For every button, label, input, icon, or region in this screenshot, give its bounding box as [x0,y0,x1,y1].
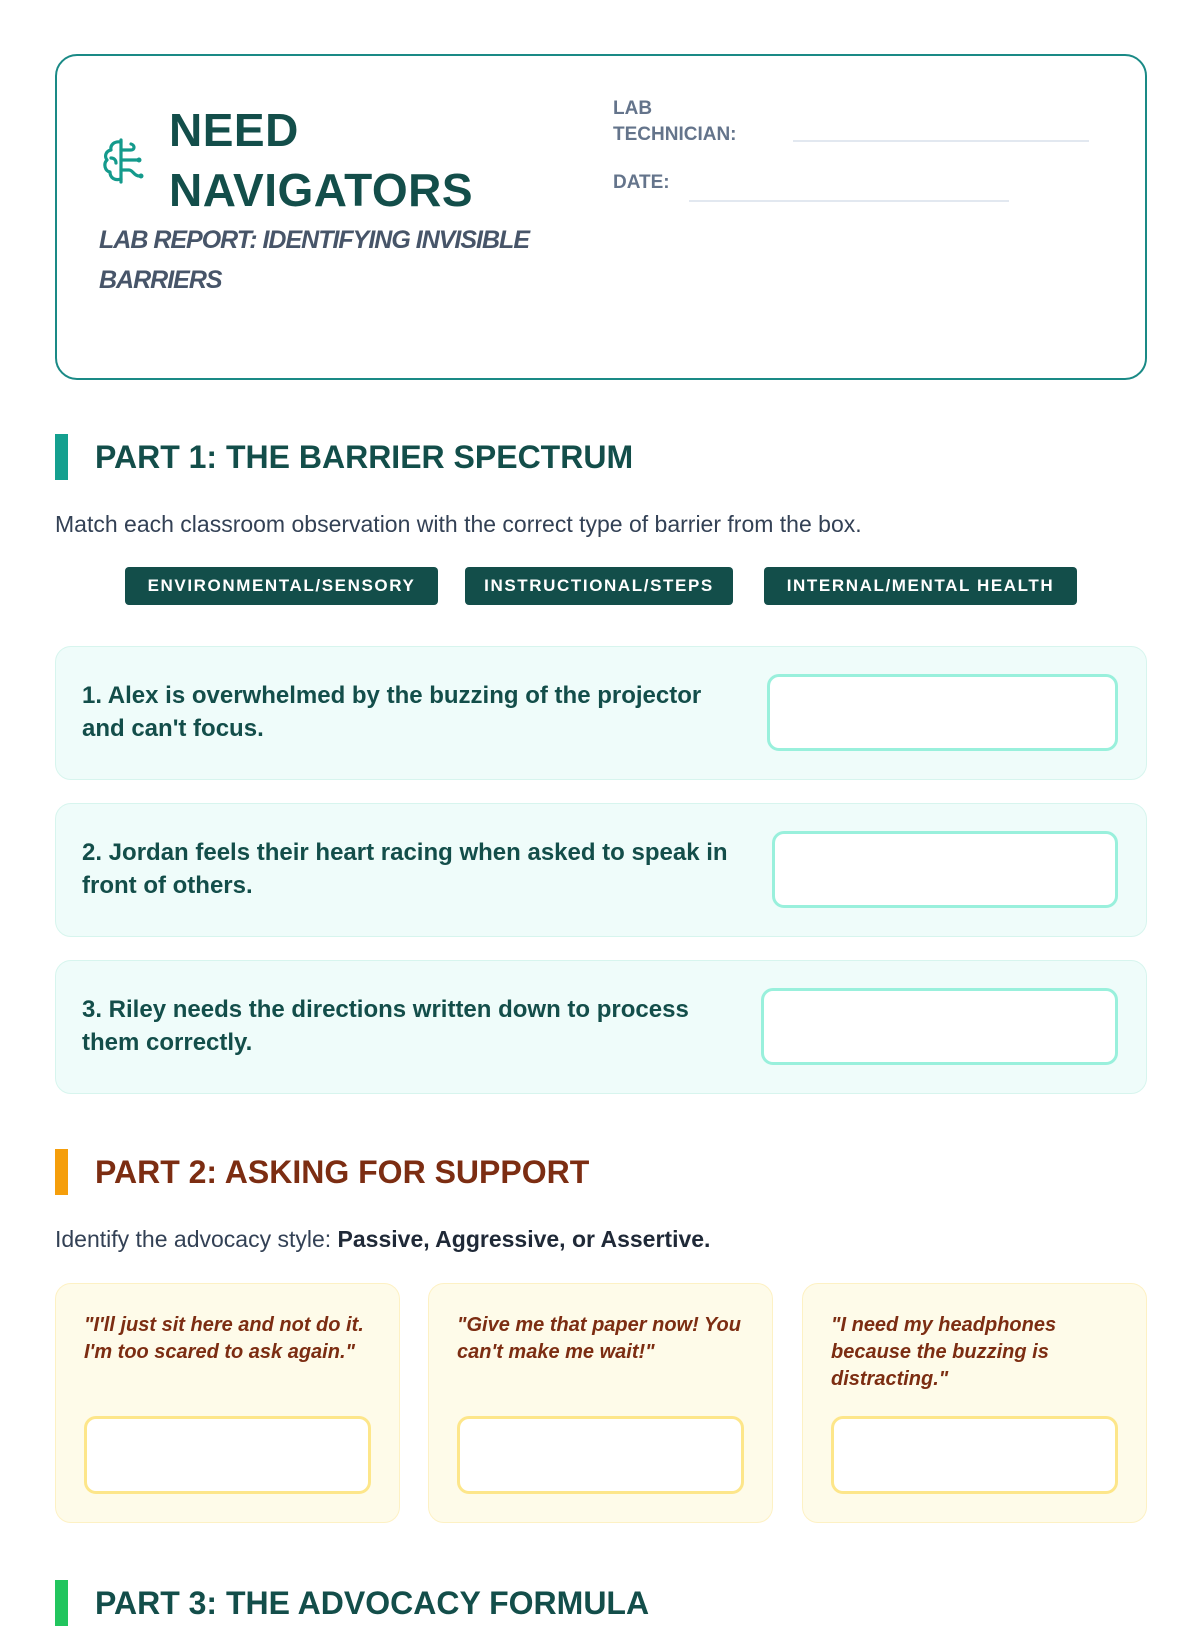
part2-instructions [55,1224,710,1254]
observation-answer-box[interactable] [772,831,1118,908]
part2-title: PART 2: ASKING FOR SUPPORT [95,1154,590,1190]
advocacy-card [802,1283,1147,1523]
part1-header [55,434,1147,480]
advocacy-card [428,1283,773,1523]
part2-instructions-prefix: Identify the advocacy style: [55,1226,338,1252]
observation-answer-box[interactable] [767,674,1118,751]
barrier-chip-environmental: ENVIRONMENTAL/SENSORY [125,567,438,605]
date-label: DATE: [613,172,670,193]
advocacy-answer-box[interactable] [84,1416,371,1494]
brand-title: NEED NAVIGATORS [169,104,474,216]
part2-accent-bar [55,1149,68,1195]
lab-technician-label: LAB TECHNICIAN: [613,98,737,145]
barrier-chip-instructional: INSTRUCTIONAL/STEPS [465,567,733,605]
observation-row [55,803,1147,937]
advocacy-card [55,1283,400,1523]
advocacy-quote: "I'll just sit here and not do it. I'm too scared to ask again." [84,1314,364,1363]
advocacy-answer-box[interactable] [457,1416,744,1494]
part1-accent-bar [55,434,68,480]
part1-instructions: Match each classroom observation with the correct type of barrier from the box. [55,511,862,537]
observation-text: 1. Alex is overwhelmed by the buzzing of the projector and can't focus. [82,682,702,742]
part2-advocacy-styles: Passive, Aggressive, or Assertive. [337,1226,711,1252]
part1-title: PART 1: THE BARRIER SPECTRUM [95,439,634,475]
advocacy-quote: "Give me that paper now! You can't make me wait!" [457,1314,741,1363]
lab-technician-field[interactable] [793,140,1089,142]
observation-answer-box[interactable] [761,988,1118,1065]
part2-header [55,1149,1147,1195]
header-card [55,54,1147,380]
part3-title: PART 3: THE ADVOCACY FORMULA [95,1585,650,1621]
advocacy-quote: "I need my headphones because the buzzing is distracting." [831,1314,1057,1390]
part3-header [55,1580,1147,1626]
barrier-chip-internal: INTERNAL/MENTAL HEALTH [764,567,1077,605]
observation-row [55,646,1147,780]
worksheet-page [55,54,1147,1621]
observation-row [55,960,1147,1094]
part3-accent-bar [55,1580,68,1626]
report-subtitle: LAB REPORT: IDENTIFYING INVISIBLE BARRIERS [99,226,529,294]
observation-text: 3. Riley needs the directions written down to process them correctly. [82,996,689,1056]
brain-icon [101,136,147,186]
date-field[interactable] [689,200,1009,202]
advocacy-answer-box[interactable] [831,1416,1118,1494]
observation-text: 2. Jordan feels their heart racing when asked to speak in front of others. [82,839,728,899]
